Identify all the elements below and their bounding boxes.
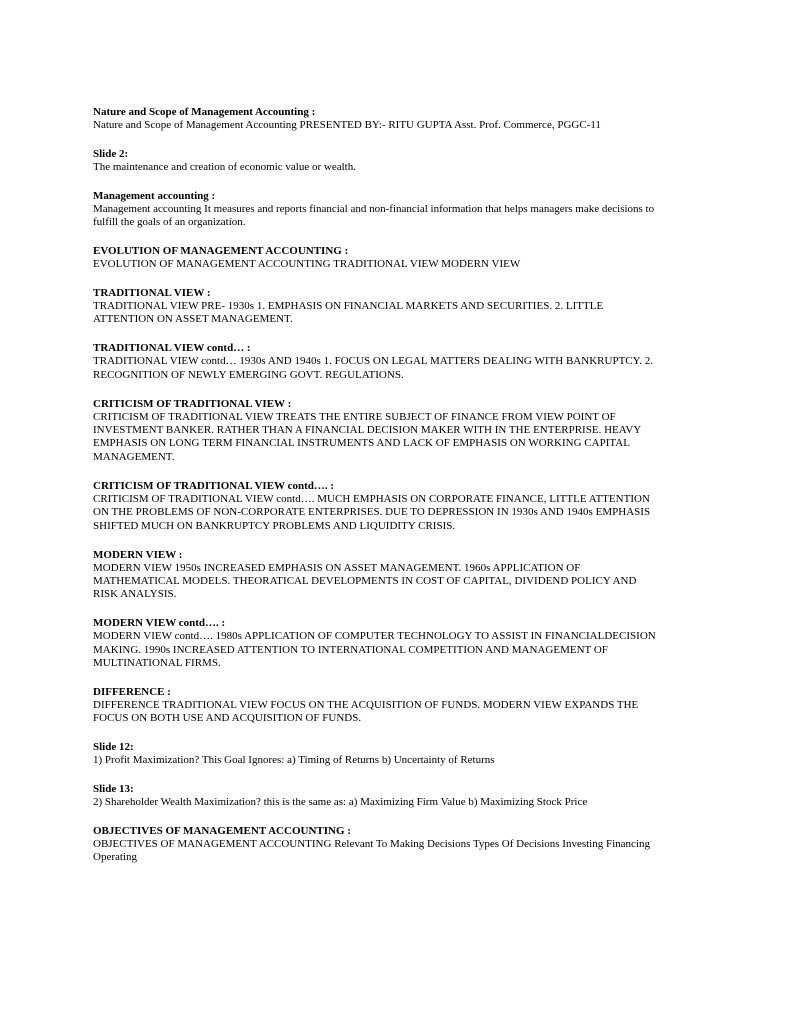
section-body: [93, 562, 698, 602]
section-title: Slide 12:: [93, 741, 134, 754]
section-title: Slide 13:: [93, 783, 134, 796]
body-line: Nature and Scope of Management Accounting PRESENTED BY:- RITU GUPTA Asst. Prof. Commerce, PGGC-11: [93, 119, 601, 131]
section-body: [93, 355, 698, 382]
section-management-accounting: [93, 190, 698, 230]
section-body: [93, 300, 698, 327]
section-body: [93, 838, 698, 865]
section-nature-and-scope: [93, 106, 698, 132]
body-line: MODERN VIEW 1950s INCREASED EMPHASIS ON ASSET MANAGEMENT. 1960s APPLICATION OF: [93, 561, 581, 574]
body-line: DIFFERENCE TRADITIONAL VIEW FOCUS ON THE ACQUISITION OF FUNDS. MODERN VIEW EXPANDS THE: [93, 698, 639, 711]
body-line: MULTINATIONAL FIRMS.: [93, 657, 221, 670]
body-line: CRITICISM OF TRADITIONAL VIEW contd…. MUCH EMPHASIS ON CORPORATE FINANCE, LITTLE ATTENTION: [93, 492, 650, 505]
section-modern-view: [93, 549, 698, 602]
section-slide-13: [93, 783, 698, 809]
body-line: RISK ANALYSIS.: [93, 588, 177, 601]
body-line: OBJECTIVES OF MANAGEMENT ACCOUNTING Relevant To Making Decisions Types Of Decisions Investing Financing: [93, 838, 650, 851]
body-line: EMPHASIS ON LONG TERM FINANCIAL INSTRUMENTS AND LACK OF EMPHASIS ON WORKING CAPITAL: [93, 437, 630, 450]
body-line: The maintenance and creation of economic value or wealth.: [93, 160, 356, 173]
section-title: TRADITIONAL VIEW :: [93, 287, 211, 300]
section-evolution: [93, 245, 698, 271]
body-line: MAKING. 1990s INCREASED ATTENTION TO INTERNATIONAL COMPETITION AND MANAGEMENT OF: [93, 643, 608, 656]
section-body: [93, 493, 698, 533]
section-slide-12: [93, 741, 698, 767]
section-title: Management accounting :: [93, 189, 216, 202]
section-body: [93, 754, 698, 767]
body-line: EVOLUTION OF MANAGEMENT ACCOUNTING TRADITIONAL VIEW MODERN VIEW: [93, 258, 521, 271]
section-title: Nature and Scope of Management Accounting :: [93, 106, 316, 118]
body-line: Operating: [93, 851, 137, 864]
body-line: CRITICISM OF TRADITIONAL VIEW TREATS THE ENTIRE SUBJECT OF FINANCE FROM VIEW POINT OF: [93, 410, 616, 423]
section-title: CRITICISM OF TRADITIONAL VIEW :: [93, 397, 292, 410]
body-line: MANAGEMENT.: [93, 450, 175, 463]
section-body: [93, 796, 698, 809]
section-difference: [93, 686, 698, 726]
body-line: RECOGNITION OF NEWLY EMERGING GOVT. REGULATIONS.: [93, 368, 404, 381]
section-title: Slide 2:: [93, 147, 129, 160]
section-title: EVOLUTION OF MANAGEMENT ACCOUNTING :: [93, 245, 349, 258]
section-title: OBJECTIVES OF MANAGEMENT ACCOUNTING :: [93, 825, 351, 838]
section-title: DIFFERENCE :: [93, 685, 171, 698]
section-modern-view-contd: [93, 617, 698, 670]
body-line: 2) Shareholder Wealth Maximization? this is the same as: a) Maximizing Firm Value b) Maximizing Stock Price: [93, 796, 588, 809]
section-body: [93, 630, 698, 670]
section-body: [93, 161, 698, 174]
section-criticism: [93, 398, 698, 465]
body-line: ATTENTION ON ASSET MANAGEMENT.: [93, 313, 293, 326]
section-traditional-view-contd: [93, 342, 698, 382]
section-slide-2: [93, 148, 698, 174]
section-body: [93, 411, 698, 465]
body-line: ON THE PROBLEMS OF NON-CORPORATE ENTERPRISES. DUE TO DEPRESSION IN 1930s AND 1940s EMPHASIS: [93, 506, 651, 519]
document-page: [93, 106, 698, 880]
section-traditional-view: [93, 287, 698, 327]
section-objectives: [93, 825, 698, 865]
section-body: [93, 203, 698, 230]
body-line: INVESTMENT BANKER. RATHER THAN A FINANCIAL DECISION MAKER WITH IN THE ENTERPRISE. HEAVY: [93, 424, 642, 437]
section-body: [93, 258, 698, 271]
section-body: [93, 699, 698, 726]
section-title: TRADITIONAL VIEW contd… :: [93, 342, 251, 355]
section-body: [93, 119, 698, 132]
body-line: TRADITIONAL VIEW contd… 1930s AND 1940s 1. FOCUS ON LEGAL MATTERS DEALING WITH BANKRUPTCY. 2.: [93, 355, 653, 368]
body-line: TRADITIONAL VIEW PRE- 1930s 1. EMPHASIS ON FINANCIAL MARKETS AND SECURITIES. 2. LITTLE: [93, 300, 604, 313]
body-line: FOCUS ON BOTH USE AND ACQUISITION OF FUNDS.: [93, 712, 362, 725]
body-line: fulfill the goals of an organization.: [93, 216, 246, 229]
section-title: CRITICISM OF TRADITIONAL VIEW contd…. :: [93, 479, 335, 492]
section-criticism-contd: [93, 480, 698, 533]
body-line: Management accounting It measures and reports financial and non-financial information that helps managers make decisions to: [93, 202, 655, 215]
body-line: MATHEMATICAL MODELS. THEORATICAL DEVELOPMENTS IN COST OF CAPITAL, DIVIDEND POLICY AND: [93, 574, 637, 587]
body-line: SHIFTED MUCH ON BANKRUPTCY PROBLEMS AND LIQUIDITY CRISIS.: [93, 519, 456, 532]
body-line: 1) Profit Maximization? This Goal Ignores: a) Timing of Returns b) Uncertainty of Returns: [93, 754, 495, 767]
section-title: MODERN VIEW contd…. :: [93, 617, 226, 630]
body-line: MODERN VIEW contd…. 1980s APPLICATION OF COMPUTER TECHNOLOGY TO ASSIST IN FINANCIALDECISION: [93, 630, 656, 643]
section-title: MODERN VIEW :: [93, 548, 183, 561]
